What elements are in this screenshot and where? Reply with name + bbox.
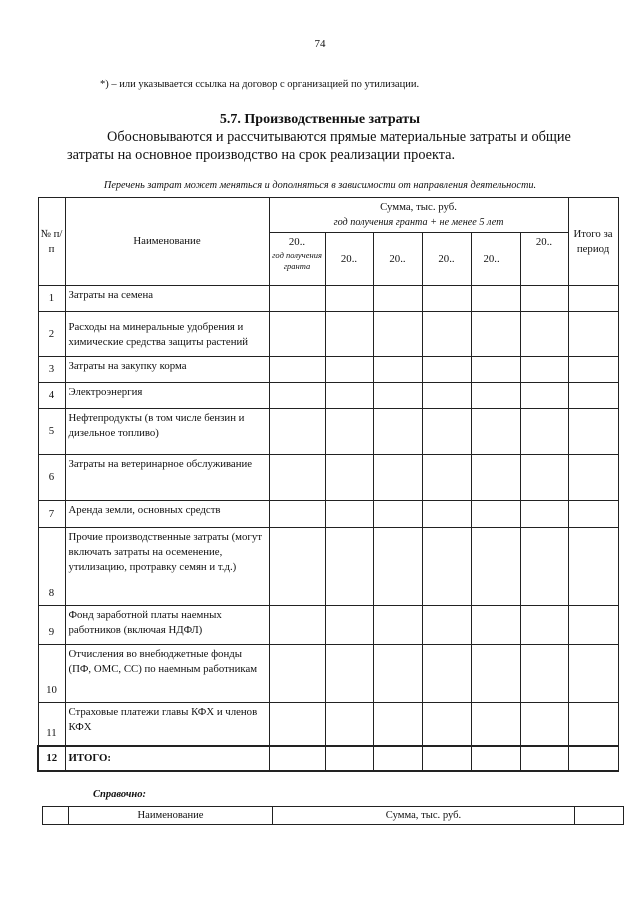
table-row [38, 357, 618, 383]
row-name: Расходы на минеральные удобрения и химические средства защиты растений [65, 312, 269, 357]
row-num: 11 [38, 703, 65, 746]
row-name: Прочие производственные затраты (могут включать затраты на осеменение, утилизацию, протравку семян и т.д.) [65, 528, 269, 606]
table-row [38, 312, 618, 357]
row-num: 5 [38, 409, 65, 455]
row-num: 1 [38, 286, 65, 312]
page-number: 74 [314, 38, 326, 50]
total-num: 12 [38, 746, 65, 771]
row-num: 4 [38, 383, 65, 409]
reference-label: Справочно: [93, 789, 146, 800]
row-name: Затраты на закупку корма [65, 357, 269, 383]
reference-cell [43, 807, 69, 825]
header-year-last: 20.. [520, 233, 568, 286]
footnote: *) – или указывается ссылка на договор с организацией по утилизации. [100, 79, 420, 90]
header-num: № п/п [38, 198, 65, 286]
row-num: 7 [38, 501, 65, 528]
header-sum-subtitle: год получения гранта + не менее 5 лет [333, 217, 504, 228]
header-year: 20.. [325, 233, 373, 286]
row-name: Аренда земли, основных средств [65, 501, 269, 528]
row-name: Страховые платежи главы КФХ и членов КФХ [65, 703, 269, 746]
row-num: 8 [38, 528, 65, 606]
year-first-note: год получения гранта [272, 250, 322, 271]
header-year: 20.. [422, 233, 471, 286]
row-num: 9 [38, 606, 65, 645]
header-total: Итого за период [568, 198, 618, 286]
table-row [38, 455, 618, 501]
row-num: 2 [38, 312, 65, 357]
table-note: Перечень затрат может меняться и дополняться в зависимости от направления деятельности. [103, 180, 537, 191]
reference-cell [575, 807, 624, 825]
header-sum [269, 198, 568, 233]
table-row [38, 501, 618, 528]
costs-table [37, 197, 619, 772]
row-num: 10 [38, 645, 65, 703]
row-num: 3 [38, 357, 65, 383]
row-name: Электроэнергия [65, 383, 269, 409]
reference-col-sum: Сумма, тыс. руб. [273, 807, 575, 825]
table-row [38, 286, 618, 312]
table-row [38, 409, 618, 455]
header-sum-label: Сумма, тыс. руб. [380, 201, 457, 213]
header-year: 20.. [373, 233, 422, 286]
row-name: Фонд заработной платы наемных работников (включая НДФЛ) [65, 606, 269, 645]
intro-paragraph: Обосновываются и рассчитываются прямые материальные затраты и общие затраты на основное производство на срок реализации проекта. [67, 129, 571, 163]
header-year: 20.. [471, 233, 520, 286]
table-row [38, 703, 618, 746]
row-name: Затраты на ветеринарное обслуживание [65, 455, 269, 501]
total-row [38, 746, 618, 771]
total-label: ИТОГО: [65, 746, 269, 771]
header-year-first [269, 233, 325, 286]
table-row [38, 528, 618, 606]
row-name: Нефтепродукты (в том числе бензин и дизельное топливо) [65, 409, 269, 455]
reference-table [42, 806, 624, 825]
table-row [38, 383, 618, 409]
table-row [38, 606, 618, 645]
reference-col-name: Наименование [69, 807, 273, 825]
section-title: 5.7. Производственные затраты [219, 112, 421, 127]
row-name: Отчисления во внебюджетные фонды (ПФ, ОМС, СС) по наемным работникам [65, 645, 269, 703]
header-row [38, 198, 618, 233]
row-name: Затраты на семена [65, 286, 269, 312]
row-num: 6 [38, 455, 65, 501]
year-first-label: 20.. [288, 236, 306, 248]
reference-header-row [43, 807, 624, 825]
table-row [38, 645, 618, 703]
header-name: Наименование [65, 198, 269, 286]
